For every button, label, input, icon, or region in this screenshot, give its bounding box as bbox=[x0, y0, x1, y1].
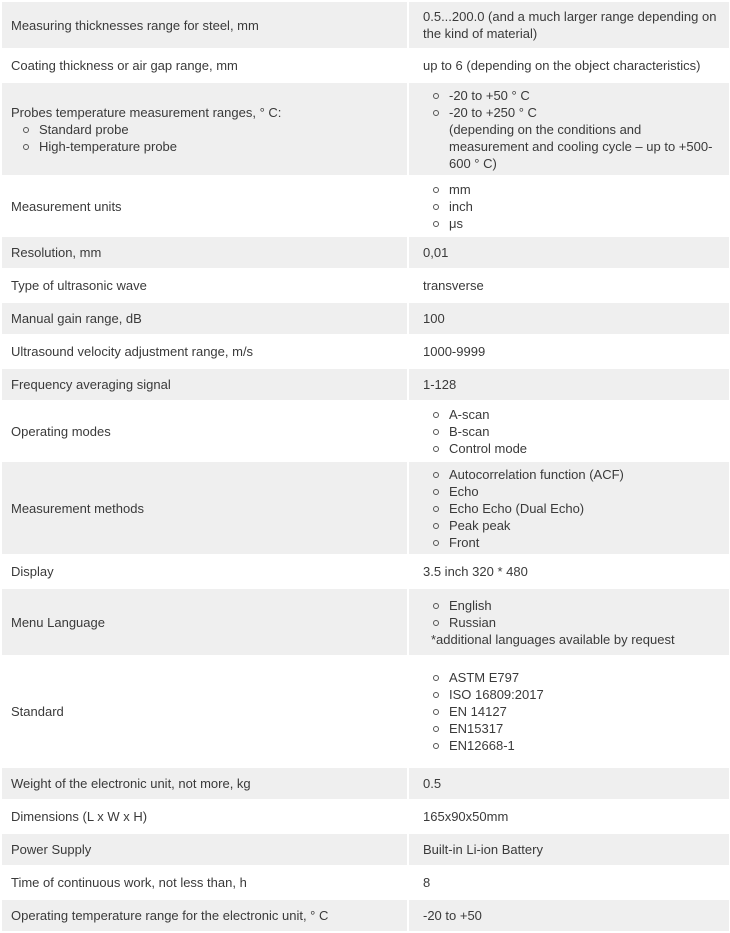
spec-value-list-item: Echo Echo (Dual Echo) bbox=[433, 500, 723, 517]
spec-value: up to 6 (depending on the object characteristics) bbox=[423, 58, 701, 73]
spec-row bbox=[2, 83, 729, 177]
spec-value-list-item: Echo bbox=[433, 483, 723, 500]
spec-label: Frequency averaging signal bbox=[11, 377, 171, 392]
spec-value-list-item: Autocorrelation function (ACF) bbox=[433, 466, 723, 483]
spec-value-list-item: Front bbox=[433, 534, 723, 551]
spec-value-cell bbox=[409, 900, 729, 931]
spec-label: Measurement methods bbox=[11, 500, 144, 516]
spec-value-list-item: Peak peak bbox=[433, 517, 723, 534]
spec-value-list bbox=[423, 466, 723, 551]
spec-value: 100 bbox=[423, 311, 445, 326]
spec-value-cell bbox=[409, 83, 729, 175]
spec-value-list-item: EN 14127 bbox=[433, 703, 723, 720]
spec-label: Menu Language bbox=[11, 614, 105, 630]
spec-label-cell bbox=[2, 900, 409, 931]
spec-label-cell bbox=[2, 556, 409, 587]
spec-value-cell bbox=[409, 303, 729, 334]
spec-value-list-item: ISO 16809:2017 bbox=[433, 686, 723, 703]
spec-value-list-item: mm bbox=[433, 181, 723, 198]
spec-label-cell bbox=[2, 270, 409, 301]
spec-value: 8 bbox=[423, 875, 431, 890]
spec-value-cell bbox=[409, 336, 729, 367]
spec-value-cell bbox=[409, 867, 729, 898]
spec-value-cell bbox=[409, 462, 729, 554]
spec-value-list-item: inch bbox=[433, 198, 723, 215]
spec-label: Operating temperature range for the electronic unit, ° C bbox=[11, 908, 329, 923]
spec-value-cell bbox=[409, 237, 729, 268]
spec-label: Probes temperature measurement ranges, ° C: bbox=[11, 104, 282, 120]
spec-label: Operating modes bbox=[11, 423, 111, 439]
spec-row bbox=[2, 462, 729, 556]
spec-value-cell bbox=[409, 768, 729, 799]
spec-row bbox=[2, 900, 729, 933]
spec-value-list bbox=[423, 597, 723, 631]
spec-value-cell bbox=[409, 270, 729, 301]
spec-value-list-item: EN15317 bbox=[433, 720, 723, 737]
spec-label-cell bbox=[2, 768, 409, 799]
spec-value-list-item: μs bbox=[433, 215, 723, 232]
spec-value: Built-in Li-ion Battery bbox=[423, 842, 543, 857]
spec-row bbox=[2, 237, 729, 270]
spec-row bbox=[2, 2, 729, 50]
spec-row bbox=[2, 556, 729, 589]
spec-value-cell bbox=[409, 369, 729, 400]
spec-value-list-item: EN12668-1 bbox=[433, 737, 723, 754]
spec-value: -20 to +50 bbox=[423, 908, 482, 923]
spec-row bbox=[2, 336, 729, 369]
spec-row bbox=[2, 50, 729, 83]
spec-value-list-item: ASTM E797 bbox=[433, 669, 723, 686]
spec-label-cell bbox=[2, 303, 409, 334]
spec-row bbox=[2, 657, 729, 768]
spec-value-cell bbox=[409, 2, 729, 48]
spec-label-cell bbox=[2, 369, 409, 400]
spec-row bbox=[2, 303, 729, 336]
spec-label-cell bbox=[2, 237, 409, 268]
spec-value: 3.5 inch 320 * 480 bbox=[423, 564, 528, 579]
spec-label: Resolution, mm bbox=[11, 245, 102, 260]
spec-label-cell bbox=[2, 462, 409, 554]
spec-label-cell bbox=[2, 2, 409, 48]
spec-value-list-item: -20 to +250 ° C (depending on the conditions and measurement and cooling cycle – up to +500-600 ° C) bbox=[433, 104, 723, 172]
spec-label: Ultrasound velocity adjustment range, m/s bbox=[11, 344, 254, 359]
spec-label-cell bbox=[2, 867, 409, 898]
spec-label: Power Supply bbox=[11, 842, 92, 857]
spec-value-cell bbox=[409, 50, 729, 81]
spec-value-list-item: English bbox=[433, 597, 723, 614]
spec-value: 165x90x50mm bbox=[423, 809, 509, 824]
spec-label: Time of continuous work, not less than, h bbox=[11, 875, 247, 890]
spec-note: *additional languages available by request bbox=[431, 631, 675, 647]
spec-row bbox=[2, 834, 729, 867]
spec-value-cell bbox=[409, 801, 729, 832]
spec-label-cell bbox=[2, 834, 409, 865]
spec-row bbox=[2, 801, 729, 834]
spec-value-list bbox=[423, 87, 723, 172]
spec-label-cell bbox=[2, 336, 409, 367]
spec-value-cell bbox=[409, 834, 729, 865]
spec-row bbox=[2, 177, 729, 237]
spec-value-list bbox=[423, 406, 723, 457]
spec-value: 1000-9999 bbox=[423, 344, 486, 359]
spec-row bbox=[2, 270, 729, 303]
spec-label-cell bbox=[2, 657, 409, 766]
spec-label: Display bbox=[11, 564, 54, 579]
spec-table bbox=[2, 2, 729, 933]
spec-row bbox=[2, 369, 729, 402]
spec-row bbox=[2, 402, 729, 462]
spec-label-cell bbox=[2, 177, 409, 235]
spec-label-list-item: Standard probe bbox=[23, 121, 407, 138]
spec-label: Coating thickness or air gap range, mm bbox=[11, 58, 238, 73]
spec-label-cell bbox=[2, 589, 409, 655]
spec-row bbox=[2, 768, 729, 801]
spec-label-cell bbox=[2, 801, 409, 832]
spec-value-cell bbox=[409, 657, 729, 766]
spec-label: Type of ultrasonic wave bbox=[11, 278, 147, 293]
spec-value-list-item: B-scan bbox=[433, 423, 723, 440]
spec-value: 0,01 bbox=[423, 245, 449, 260]
spec-value-list-item: Russian bbox=[433, 614, 723, 631]
spec-label: Measurement units bbox=[11, 198, 122, 214]
spec-label: Measuring thicknesses range for steel, mm bbox=[11, 17, 259, 33]
spec-value: 1-128 bbox=[423, 377, 457, 392]
spec-row bbox=[2, 589, 729, 657]
spec-value-list-item: A-scan bbox=[433, 406, 723, 423]
spec-row bbox=[2, 867, 729, 900]
spec-value-cell bbox=[409, 402, 729, 460]
spec-label: Dimensions (L x W x H) bbox=[11, 809, 148, 824]
spec-value-cell bbox=[409, 177, 729, 235]
spec-value-list bbox=[423, 669, 723, 754]
spec-label-list-item: High-temperature probe bbox=[23, 138, 407, 155]
spec-value-cell bbox=[409, 556, 729, 587]
spec-value: 0.5...200.0 (and a much larger range depending on the kind of material) bbox=[423, 9, 717, 41]
spec-label: Standard bbox=[11, 704, 64, 719]
spec-label: Manual gain range, dB bbox=[11, 311, 142, 326]
spec-label: Weight of the electronic unit, not more, kg bbox=[11, 776, 251, 791]
spec-value-list-item: -20 to +50 ° C bbox=[433, 87, 723, 104]
spec-value: transverse bbox=[423, 278, 484, 293]
spec-value: 0.5 bbox=[423, 776, 442, 791]
spec-value-cell bbox=[409, 589, 729, 655]
spec-label-cell bbox=[2, 83, 409, 175]
spec-label-list bbox=[11, 121, 407, 155]
spec-value-list-item: Control mode bbox=[433, 440, 723, 457]
spec-label-cell bbox=[2, 402, 409, 460]
spec-label-cell bbox=[2, 50, 409, 81]
spec-value-list bbox=[423, 181, 723, 232]
